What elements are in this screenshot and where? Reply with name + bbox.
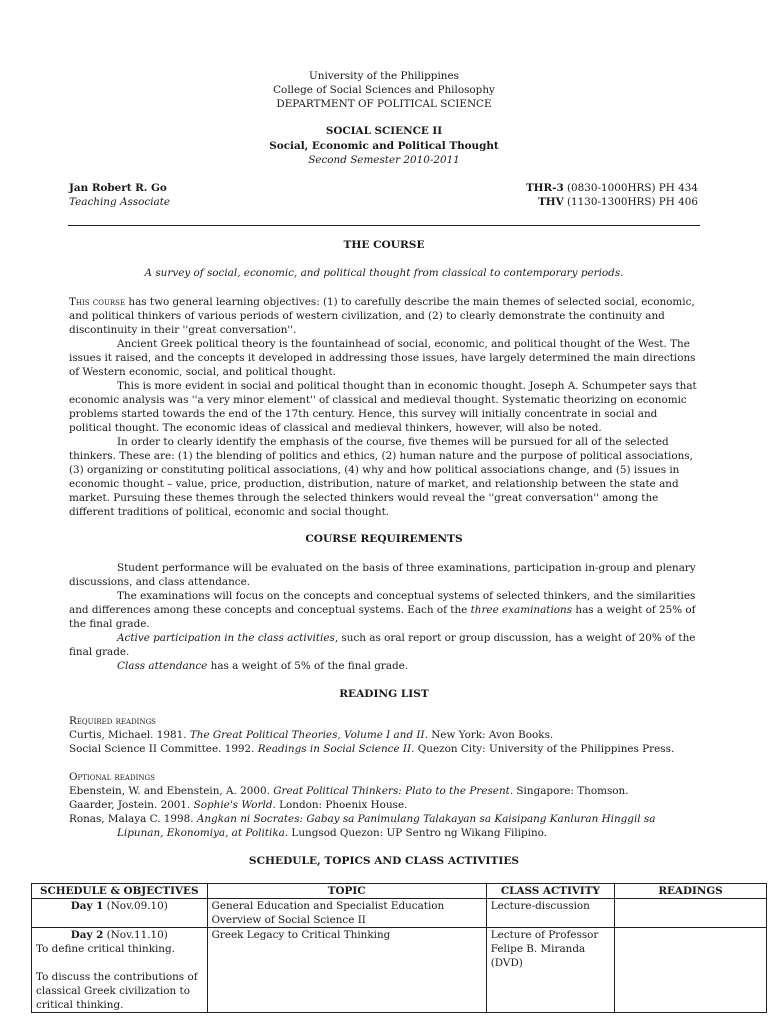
course-summary: A survey of social, economic, and political thought from classical to contemporary periods. [144, 267, 624, 279]
schedule-thr-code: THR-3 [525, 182, 564, 194]
course-paragraph-3: This is more evident in social and political thought than in economic thought. Joseph A. Schumpeter says that economic analysis was ''a very minor element'' of classical and medieval thought. Systematic theorizing on economic problems started towards the end of the 17th century. Hence, this survey will initially concentrate in social and political thought. The economic ideas of classical and medieval thinkers, however, will also be noted. [69, 380, 697, 434]
topic-cell: General Education and Specialist Education Overview of Social Science II [207, 899, 486, 928]
activity-cell: Lecture of Professor Felipe B. Miranda (DVD) [486, 928, 614, 1013]
course-paragraph-4: In order to clearly identify the emphasis of the course, five themes will be pursued for all of the selected thinkers. These are: (1) the blending of politics and ethics, (2) human nature and the purpose of political associations, (3) organizing or constituting political associations, (4) why and how political associations change, and (5) issues in economic thought – value, price, production, distribution, nature of market, and relationship between the state and market. Pursuing these themes through the selected thinkers would reveal the ''great conversation'' among the different traditions of political, economic and social thought. [69, 436, 693, 518]
instructor-role: Teaching Associate [69, 196, 171, 208]
schedule-cell: Day 1 (Nov.09.10) [32, 899, 208, 928]
readings-cell [615, 928, 767, 1013]
schedule-header-row [32, 884, 767, 899]
course-code: SOCIAL SCIENCE II [325, 125, 443, 137]
course-description [69, 295, 699, 519]
schedule-thr-time: (0830-1000HRS) PH 434 [563, 182, 698, 194]
schedule-heading: SCHEDULE, TOPICS AND CLASS ACTIVITIES [248, 855, 520, 867]
table-row [32, 928, 767, 1013]
required-reading-2: Social Science II Committee. 1992. Readings in Social Science II. Quezon City: University of the Philippines Press. [69, 743, 675, 755]
schedule-thr [526, 181, 698, 195]
course-lead: This course [69, 296, 126, 308]
schedule-thv [538, 195, 698, 209]
optional-reading-2: Gaarder, Jostein. 2001. Sophie's World. London: Phoenix House. [69, 799, 408, 811]
activity-cell: Lecture-discussion [486, 899, 614, 928]
schedule-thv-code: THV [538, 196, 564, 208]
schedule-cell: Day 2 (Nov.11.10) To define critical thinking. To discuss the contributions of classical Greek civilization to critical thinking. [32, 928, 208, 1013]
topic-cell: Greek Legacy to Critical Thinking [207, 928, 486, 1013]
requirements-paragraph-3: Active participation in the class activities, such as oral report or group discussion, has a weight of 20% of the final grade. [69, 632, 696, 658]
course-title: Social, Economic and Political Thought [269, 140, 499, 152]
schedule-table [31, 883, 767, 1013]
header-divider [68, 225, 700, 226]
requirements-paragraph-4: Class attendance has a weight of 5% of the final grade. [117, 660, 409, 672]
requirements-paragraph-1: Student performance will be evaluated on the basis of three examinations, participation in-group and plenary discussions, and class attendance. [69, 562, 696, 588]
column-header-schedule: SCHEDULE & OBJECTIVES [32, 884, 208, 899]
college-name: College of Social Sciences and Philosophy [273, 84, 495, 96]
university-name: University of the Philippines [309, 70, 459, 82]
optional-reading-3: Ronas, Malaya C. 1998. Angkan ni Socrates: Gabay sa Panimulang Talakayan sa Kaisipang Kanluran Hinggil sa Lipunan, Ekonomiya, at Politika. Lungsod Quezon: UP Sentro ng Wikang Filipino. [69, 813, 656, 839]
course-paragraph-2: Ancient Greek political theory is the fountainhead of social, economic, and political thought of the West. The issues it raised, and the concepts it developed in addressing those issues, have largely determined the main directions of Western economic, social, and political thought. [69, 338, 696, 378]
requirements-heading: COURSE REQUIREMENTS [305, 533, 463, 545]
semester: Second Semester 2010-2011 [308, 154, 460, 166]
required-readings-label: Required readings [69, 715, 156, 727]
reading-list-heading: READING LIST [339, 688, 429, 700]
department-name: DEPARTMENT OF POLITICAL SCIENCE [276, 98, 492, 110]
required-reading-1: Curtis, Michael. 1981. The Great Political Theories, Volume I and II. New York: Avon Books. [69, 729, 554, 741]
column-header-activity: CLASS ACTIVITY [486, 884, 614, 899]
requirements-paragraph-2: The examinations will focus on the concepts and conceptual systems of selected thinkers, and the similarities and differences among these concepts and conceptual systems. Each of the three examinations has a weight of 25% of the final grade. [69, 590, 696, 630]
course-paragraph-1: This course has two general learning objectives: (1) to carefully describe the main themes of selected social, economic, and political thinkers of various periods of western civilization, and (2) to clearly demonstrate the continuity and discontinuity in their ''great conversation''. [69, 296, 695, 336]
course-heading: THE COURSE [343, 239, 425, 251]
optional-reading-1: Ebenstein, W. and Ebenstein, A. 2000. Great Political Thinkers: Plato to the Present. Singapore: Thomson. [69, 785, 629, 797]
instructor-name: Jan Robert R. Go [69, 182, 167, 194]
column-header-topic: TOPIC [207, 884, 486, 899]
optional-readings-label: Optional readings [69, 771, 155, 783]
readings-cell [615, 899, 767, 928]
reading-list [69, 714, 699, 840]
schedule-thv-time: (1130-1300HRS) PH 406 [563, 196, 698, 208]
requirements-text [69, 561, 699, 673]
table-row [32, 899, 767, 928]
column-header-readings: READINGS [615, 884, 767, 899]
